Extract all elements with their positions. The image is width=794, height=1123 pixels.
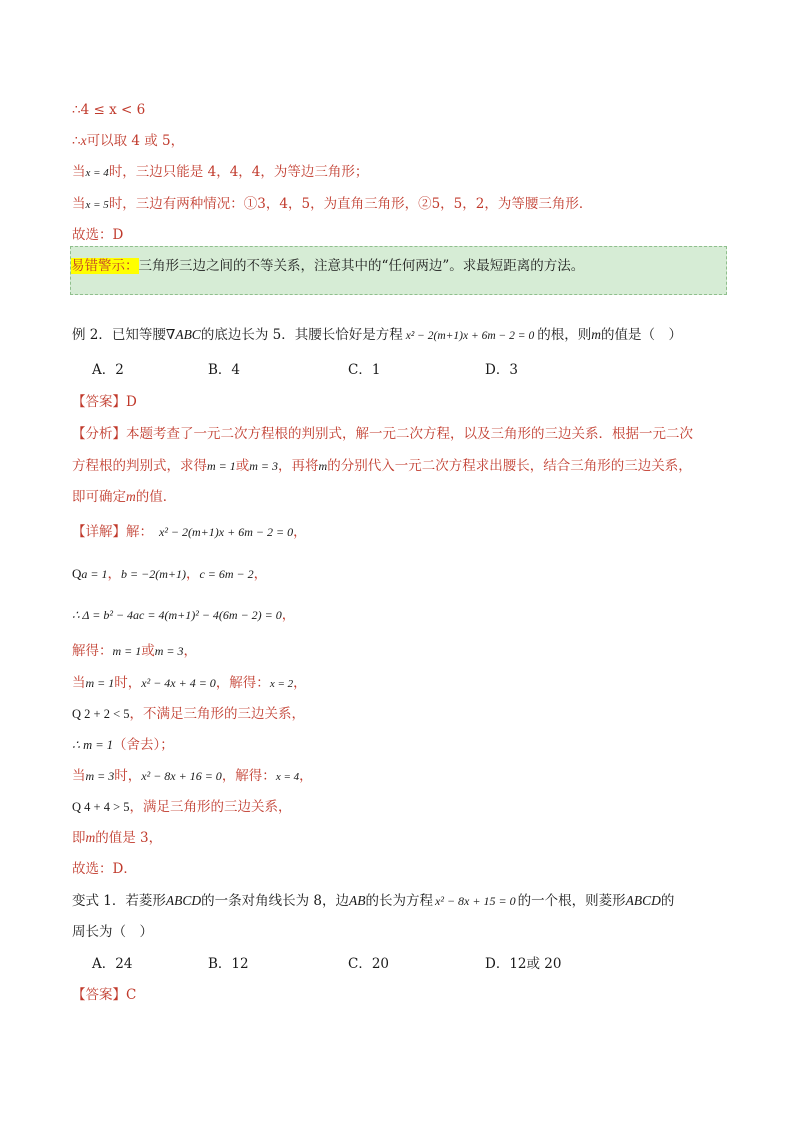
detail-discriminant: ∴ Δ = b² − 4ac = 4(m+1)² − 4(6m − 2) = 0，	[72, 607, 296, 623]
analysis-line-1: 【分析】本题考查了一元二次方程根的判别式，解一元二次方程，以及三角形的三边关系．根据一元二次	[72, 426, 693, 442]
analysis-line-2: 方程根的判别式，求得m = 1或m = 3，再将m的分别代入一元二次方程求出腰长，结合三角形的三边关系，	[72, 458, 692, 474]
analysis-line-3: 即可确定m的值．	[72, 489, 177, 505]
option-a[interactable]: A．24	[92, 956, 133, 972]
option-c[interactable]: C．20	[348, 956, 390, 972]
detail-discard-m1: ∴ m = 1（舍去）；	[72, 737, 174, 753]
case-x4-line: 当x = 4时，三边只能是 4，4，4，为等边三角形；	[72, 164, 369, 180]
detail-line-1: 【详解】解： x² − 2(m+1)x + 6m − 2 = 0，	[72, 524, 307, 540]
option-b[interactable]: B．4	[208, 362, 241, 378]
detail-result: 即m的值是 3，	[72, 830, 163, 846]
warning-label: 易错警示：	[71, 258, 139, 274]
detail-check-m1: Q 2 + 2 < 5，不满足三角形的三边关系，	[72, 706, 306, 722]
x-values-line: ∴x可以取 4 或 5，	[72, 133, 185, 149]
detail-coefficients: Qa = 1，b = −2(m+1)，c = 6m − 2，	[72, 566, 268, 582]
choice-line: 故选：D	[72, 227, 124, 243]
detail-check-m3: Q 4 + 4 > 5，满足三角形的三边关系，	[72, 799, 292, 815]
inequality-line: ∴4 ≤ x < 6	[72, 102, 146, 118]
option-c[interactable]: C．1	[348, 362, 381, 378]
option-b[interactable]: B．12	[208, 956, 249, 972]
variant1-answer: 【答案】C	[72, 987, 137, 1003]
detail-solve: 解得：m = 1或m = 3，	[72, 643, 198, 659]
variant1-question-line2: 周长为（ ）	[72, 924, 153, 940]
case-x5-line: 当x = 5时，三边有两种情况：①3，4，5，为直角三角形，②5，5，2，为等腰三角形．	[72, 196, 593, 212]
option-d[interactable]: D．12或 20	[485, 956, 562, 972]
warning-text: 三角形三边之间的不等关系，注意其中的“任何两边”。求最短距离的方法。	[138, 258, 585, 274]
warning-line	[71, 256, 584, 276]
detail-choice: 故选：D．	[72, 861, 137, 877]
example2-question: 例 2．已知等腰∇ABC的底边长为 5．其腰长恰好是方程 x² − 2(m+1)x + 6m − 2 = 0 的根，则m的值是（ ）	[72, 327, 682, 343]
detail-case-m3: 当m = 3时，x² − 8x + 16 = 0，解得：x = 4，	[72, 768, 313, 784]
variant1-question: 变式 1．若菱形ABCD的一条对角线长为 8，边AB的长为方程 x² − 8x + 15 = 0 的一个根，则菱形ABCD的	[72, 893, 675, 909]
example2-answer: 【答案】D	[72, 394, 137, 410]
option-a[interactable]: A．2	[92, 362, 124, 378]
detail-case-m1: 当m = 1时，x² − 4x + 4 = 0，解得：x = 2，	[72, 675, 307, 691]
option-d[interactable]: D．3	[485, 362, 518, 378]
